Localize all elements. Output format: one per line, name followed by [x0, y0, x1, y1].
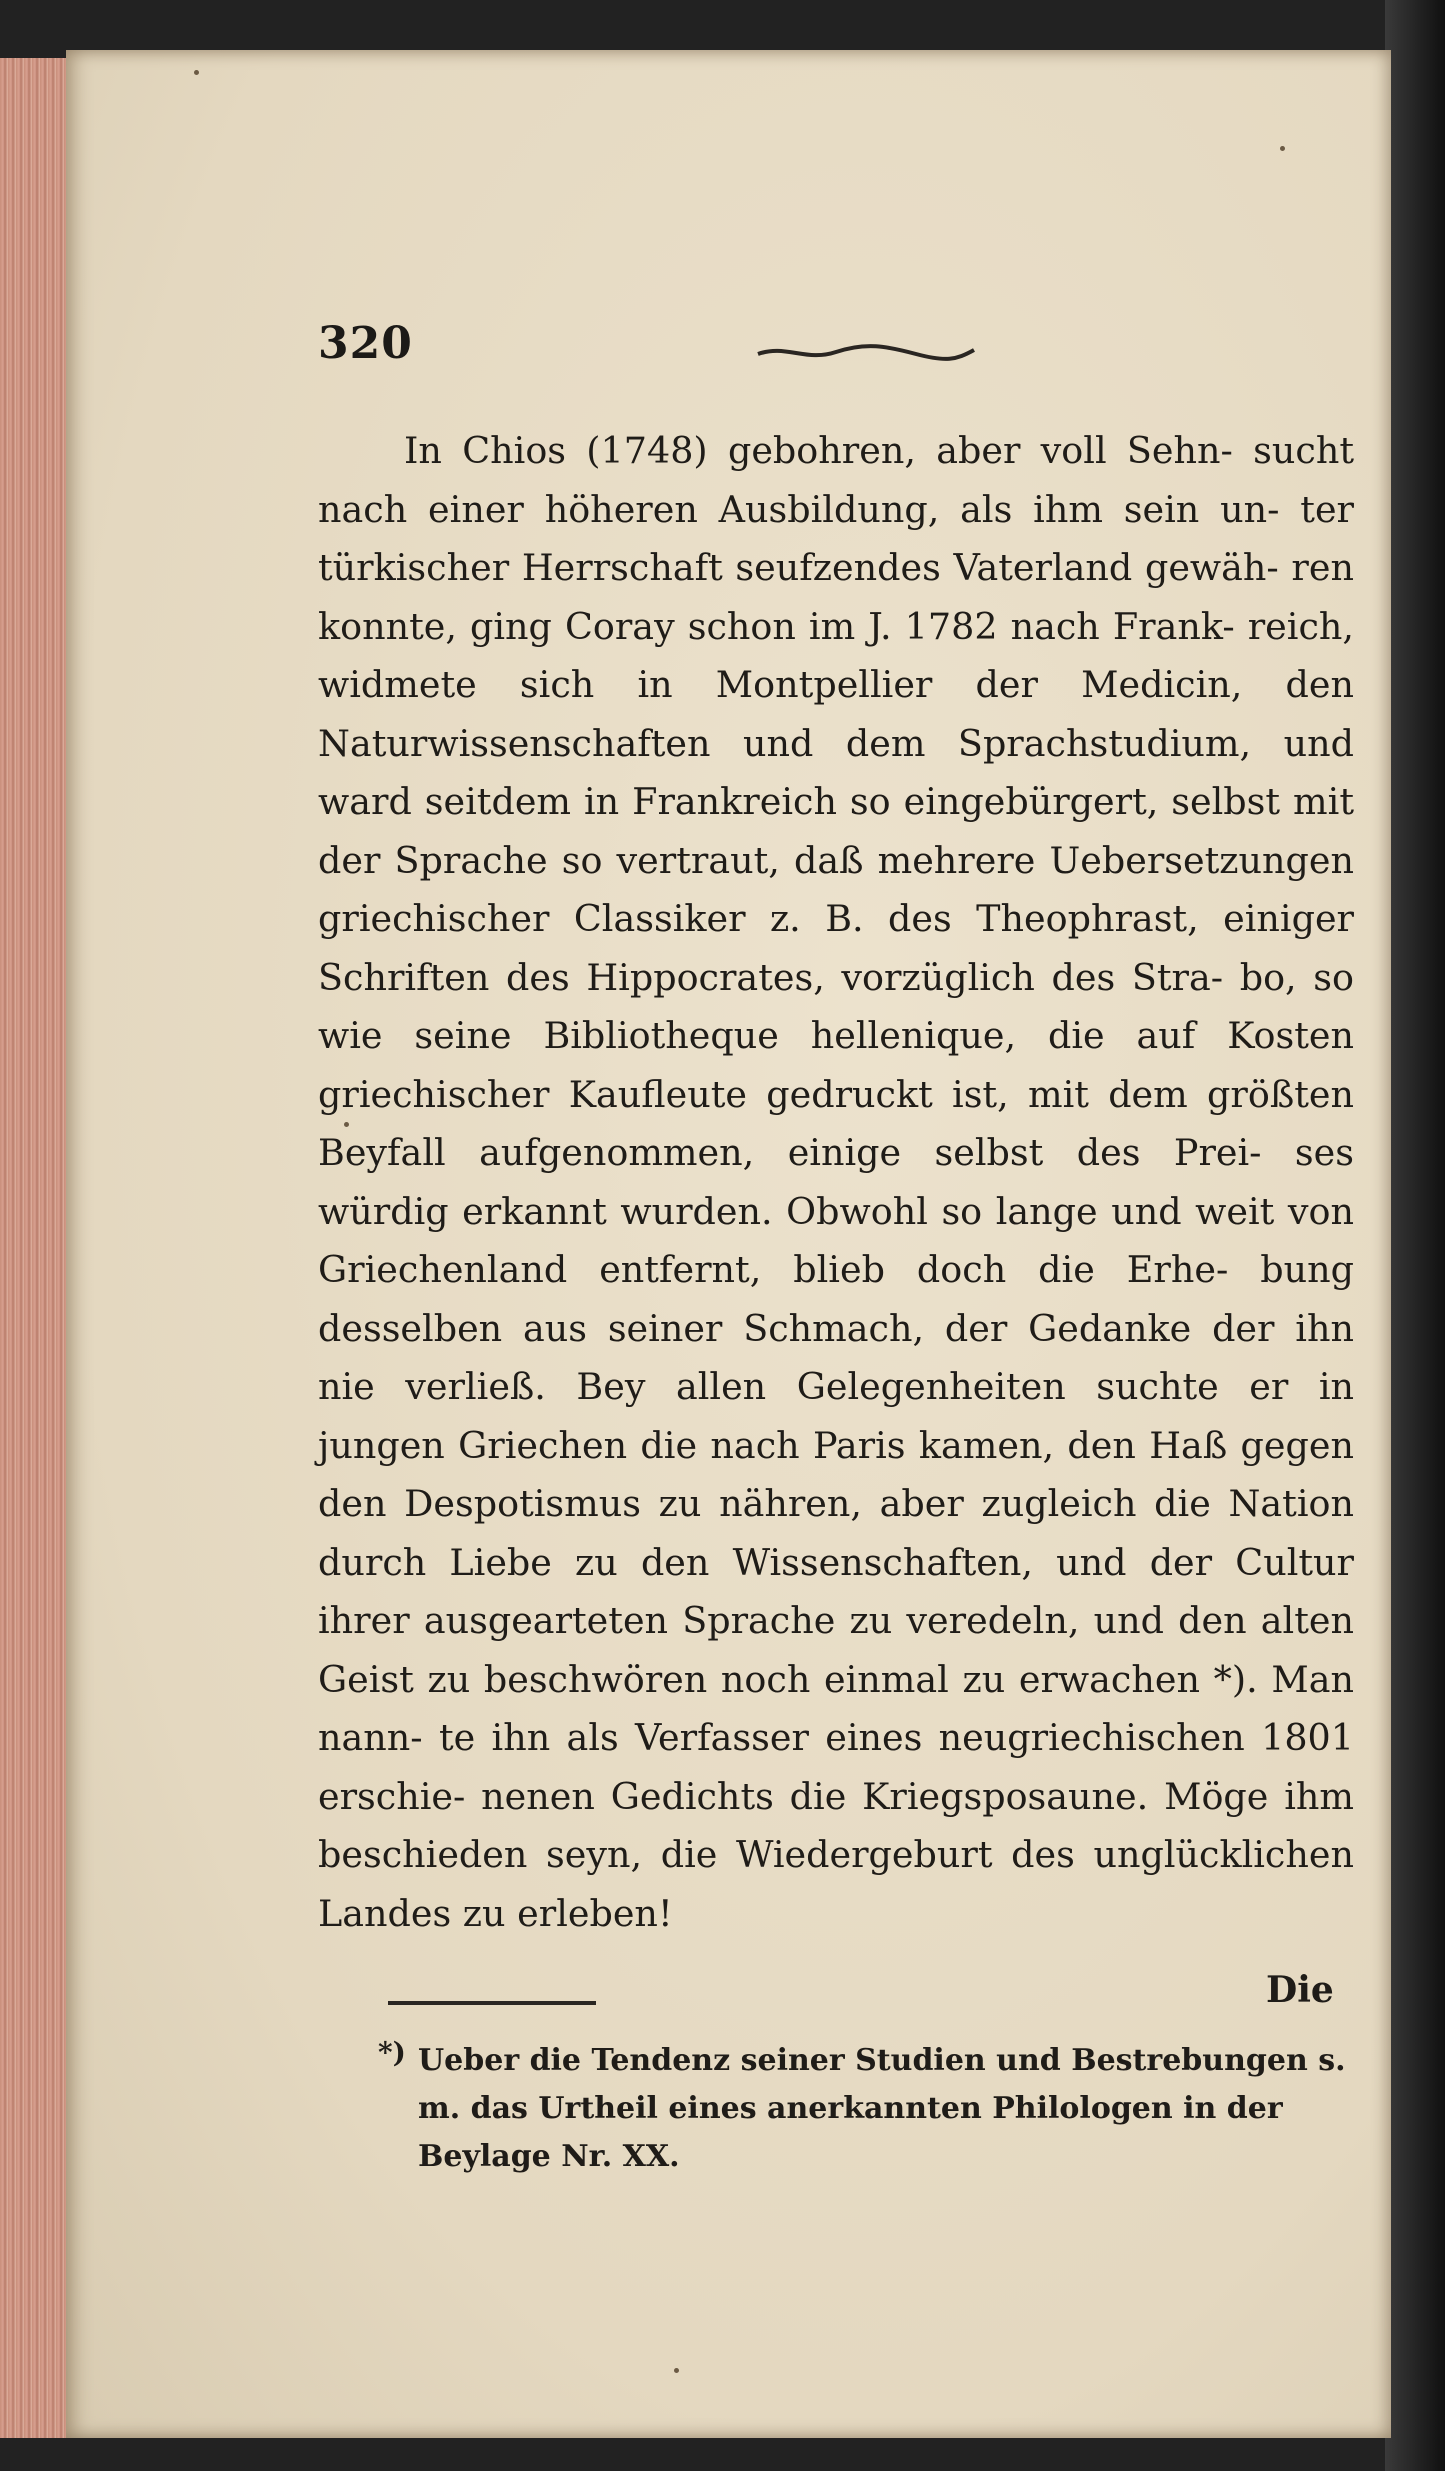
paper-speck — [674, 2368, 679, 2373]
footnote-text: Ueber die Tendenz seiner Studien und Bestrebungen s. m. das Urtheil eines anerkannten Philologen in der Beylage Nr. XX. — [418, 2043, 1346, 2174]
paper-speck — [344, 1122, 349, 1127]
page-edges — [0, 58, 72, 2438]
paper-speck — [194, 70, 199, 75]
footnote-marker: *) — [378, 2036, 406, 2069]
header-ornament-rule — [756, 340, 976, 366]
footnote — [378, 2036, 1348, 2181]
main-paragraph: In Chios (1748) gebohren, aber voll Sehn- sucht nach einer höheren Ausbildung, als ihm sein un- ter türkischer Herrschaft seufzendes Vaterland gewäh- ren konnte, ging Coray schon im J. 1782 nach Frank- reich, widmete sich in Montpellier der Medicin, den Naturwissenschaften und dem Sprachstudium, und ward seitdem in Frankreich so eingebürgert, selbst mit der Sprache so vertraut, daß mehrere Uebersetzungen griechischer Classiker z. B. des Theophrast, einiger Schriften des Hippocrates, vorzüglich des Stra- bo, so wie seine Bibliotheque hellenique, die auf Kosten griechischer Kaufleute gedruckt ist, mit dem größten Beyfall aufgenommen, einige selbst des Prei- ses würdig erkannt wurden. Obwohl so lange und weit von Griechenland entfernt, blieb doch die Erhe- bung desselben aus seiner Schmach, der Gedanke der ihn nie verließ. Bey allen Gelegenheiten suchte er in jungen Griechen die nach Paris kamen, den Haß gegen den Despotismus zu nähren, aber zugleich die Nation durch Liebe zu den Wissenschaften, und der Cultur ihrer ausgearteten Sprache zu veredeln, und den alten Geist zu beschwören noch einmal zu erwachen *). Man nann- te ihn als Verfasser eines neugriechischen 1801 erschie- nenen Gedichts die Kriegsposaune. Möge ihm beschieden seyn, die Wiedergeburt des unglücklichen Landes zu erleben! — [318, 429, 1354, 1935]
page-number: 320 — [318, 318, 413, 369]
paper-speck — [1280, 146, 1285, 151]
footnote-separator — [388, 2001, 596, 2005]
binding-shadow — [1385, 0, 1445, 2471]
catchword: Die — [1266, 1969, 1334, 2011]
book-page — [66, 50, 1391, 2438]
